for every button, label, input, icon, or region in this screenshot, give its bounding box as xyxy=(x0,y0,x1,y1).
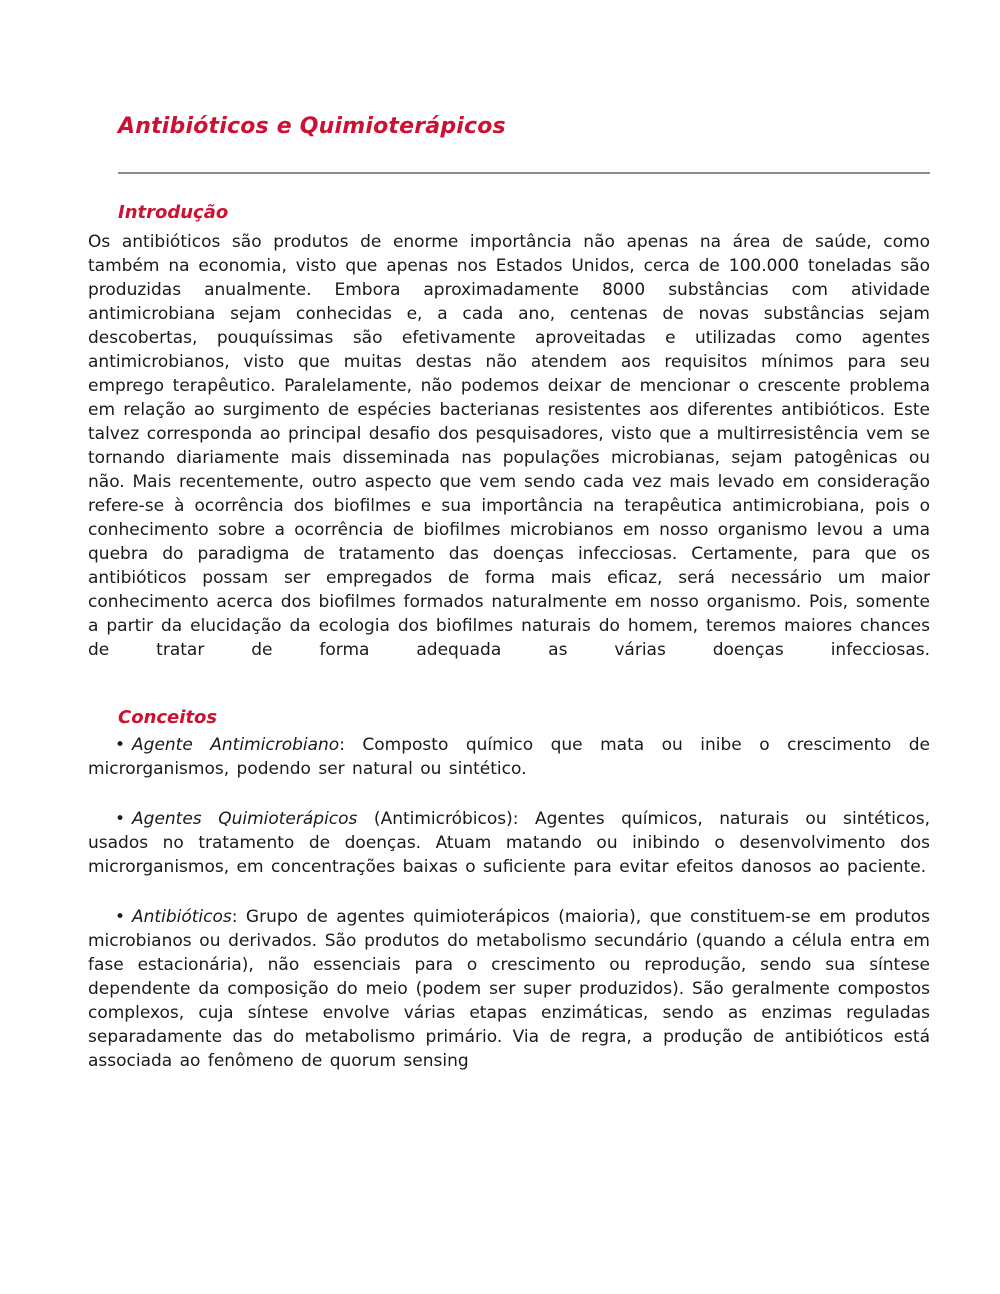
bullet-text: (Antimicróbicos): Agentes químicos, naturais ou sintéticos, usados no tratamento de doenças. Atuam matando ou inibindo o desenvolvimento dos microrganismos, em concentrações baixas o suficiente para evitar efeitos danosos ao paciente. xyxy=(88,809,930,877)
bullet-term: Agentes Quimioterápicos xyxy=(132,809,358,829)
bullet-icon: • xyxy=(115,809,126,829)
section-conceitos xyxy=(88,707,930,1073)
bullet-term: Agente Antimicrobiano xyxy=(132,735,340,755)
page-title: Antibióticos e Quimioterápicos xyxy=(118,114,506,139)
section-heading-introducao: Introdução xyxy=(118,202,229,223)
section-introducao xyxy=(88,202,930,662)
bullet-item-agente-antimicrobiano xyxy=(88,733,930,781)
bullet-icon: • xyxy=(115,735,126,755)
intro-paragraph: Os antibióticos são produtos de enorme importância não apenas na área de saúde, como também na economia, visto que apenas nos Estados Unidos, cerca de 100.000 toneladas são produzidas anualmente. Embora aproximadamente 8000 substâncias com atividade antimicrobiana sejam conhecidas e, a cada ano, centenas de novas substâncias sejam descobertas, pouquíssimas são efetivamente aproveitadas e utilizadas como agentes antimicrobianos, visto que muitas destas não atendem aos requisitos mínimos para seu emprego terapêutico. Paralelamente, não podemos deixar de mencionar o crescente problema em relação ao surgimento de espécies bacterianas resistentes aos diferentes antibióticos. Este talvez corresponda ao principal desafio dos pesquisadores, visto que a multirresistência vem se tornando diariamente mais disseminada nas populações microbianas, sejam patogênicas ou não. Mais recentemente, outro aspecto que vem sendo cada vez mais levado em consideração refere-se à ocorrência dos biofilmes e sua importância na terapêutica antimicrobiana, pois o conhecimento sobre a ocorrência de biofilmes microbianos em nosso organismo levou a uma quebra do paradigma de tratamento das doenças infecciosas. Certamente, para que os antibióticos possam ser empregados de forma mais eficaz, será necessário um maior conhecimento acerca dos biofilmes formados naturalmente em nosso organismo. Pois, somente a partir da elucidação da ecologia dos biofilmes naturais do homem, teremos maiores chances de tratar de forma adequada as várias doenças infecciosas. xyxy=(88,232,930,660)
section-heading-conceitos: Conceitos xyxy=(118,707,218,728)
bullet-item-antibioticos xyxy=(88,905,930,1073)
horizontal-rule xyxy=(118,172,930,174)
bullet-text: : Composto químico que mata ou inibe o crescimento de microrganismos, podendo ser natural ou sintético. xyxy=(88,735,930,779)
bullet-term: Antibióticos xyxy=(132,907,232,927)
bullet-text: : Grupo de agentes quimioterápicos (maioria), que constituem-se em produtos microbianos ou derivados. São produtos do metabolismo secundário (quando a célula entra em fase estacionária), não essenciais para o crescimento ou reprodução, sendo sua síntese dependente da composição do meio (podem ser super produzidos). São geralmente compostos complexos, cuja síntese envolve várias etapas enzimáticas, sendo as enzimas reguladas separadamente das do metabolismo primário. Via de regra, a produção de antibióticos está associada ao fenômeno de quorum sensing xyxy=(88,907,930,1071)
bullet-icon: • xyxy=(115,907,126,927)
bullet-item-agentes-quimioterapicos xyxy=(88,807,930,879)
